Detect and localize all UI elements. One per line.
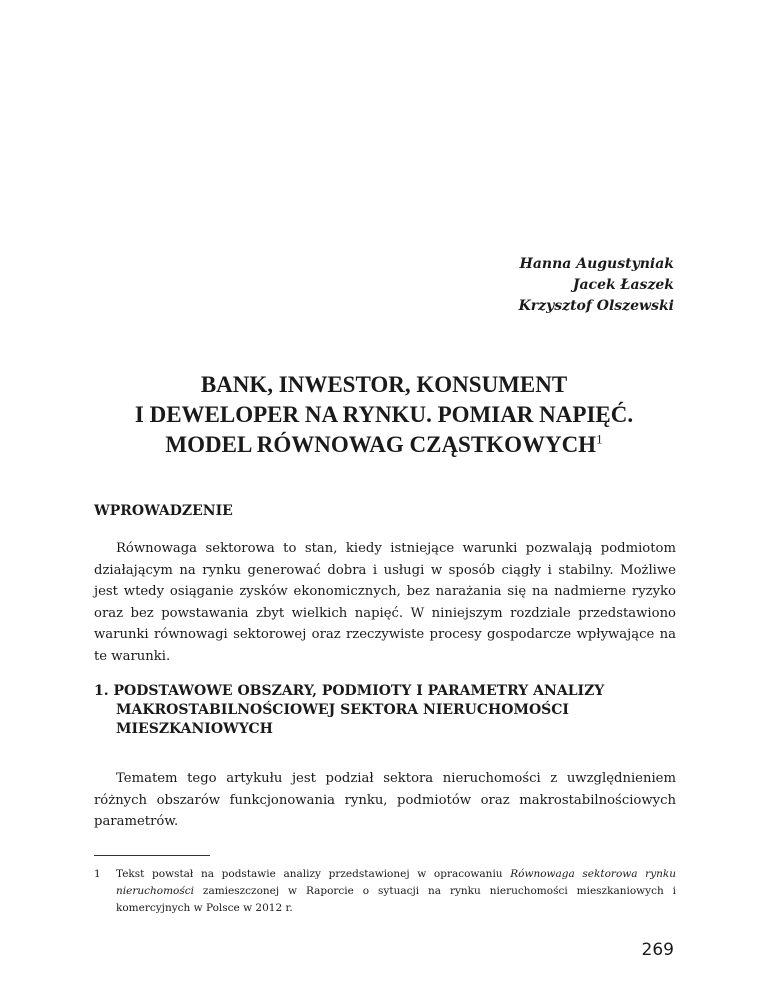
article-title bbox=[60, 370, 708, 460]
footnote-text bbox=[116, 866, 676, 917]
footnote-mark: 1 bbox=[94, 868, 101, 880]
title-line-last bbox=[60, 430, 708, 460]
footnote-text-after: zamieszczonej w Raporcie o sytuacji na rynku nieruchomości mieszkaniowych i komercyjnych w Polsce w 2012 r. bbox=[116, 885, 676, 914]
footnote-divider bbox=[94, 855, 210, 856]
footnote-reference: 1 bbox=[596, 431, 603, 447]
intro-paragraph: Równowaga sektorowa to stan, kiedy istniejące warunki pozwalają podmiotom działającym na rynku generować dobra i usługi w sposób ciągły i stabilny. Możliwe jest wtedy osiąganie zysków ekonomicznych, bez narażania się na nadmierne ryzyko oraz bez powstawania zbyt wielkich napięć. W niniejszym rozdziale przedstawiono warunki równowagi sektorowej oraz rzeczywiste procesy gospodarcze wpływające na te warunki. bbox=[94, 541, 676, 664]
section-heading-intro: WPROWADZENIE bbox=[94, 503, 233, 519]
footnote-italic-title: Równowaga sektorowa rynku nieruchomości bbox=[116, 868, 677, 897]
page-number: 269 bbox=[641, 940, 674, 960]
title-line: I DEWELOPER NA RYNKU. POMIAR NAPIĘĆ. bbox=[134, 402, 634, 427]
author-name: Jacek Łaszek bbox=[572, 277, 674, 293]
section-1-paragraph: Tematem tego artykułu jest podział sektora nieruchomości z uwzględnieniem różnych obszarów funkcjonowania rynku, podmiotów oraz makrostabilnościowych parametrów. bbox=[94, 771, 676, 829]
footnote bbox=[94, 866, 676, 917]
author-name: Krzysztof Olszewski bbox=[518, 298, 674, 314]
footnote-text-before: Tekst powstał na podstawie analizy przedstawionej w opracowaniu bbox=[116, 868, 511, 880]
author-name: Hanna Augustyniak bbox=[519, 256, 674, 272]
section-heading-1: 1. PODSTAWOWE OBSZARY, PODMIOTY I PARAMETRY ANALIZY MAKROSTABILNOŚCIOWEJ SEKTORA NIERUCHOMOŚCI MIESZKANIOWYCH bbox=[94, 683, 605, 737]
title-line: BANK, INWESTOR, KONSUMENT bbox=[200, 372, 568, 397]
title-line: MODEL RÓWNOWAG CZĄSTKOWYCH bbox=[165, 432, 597, 457]
author-list bbox=[519, 254, 674, 317]
